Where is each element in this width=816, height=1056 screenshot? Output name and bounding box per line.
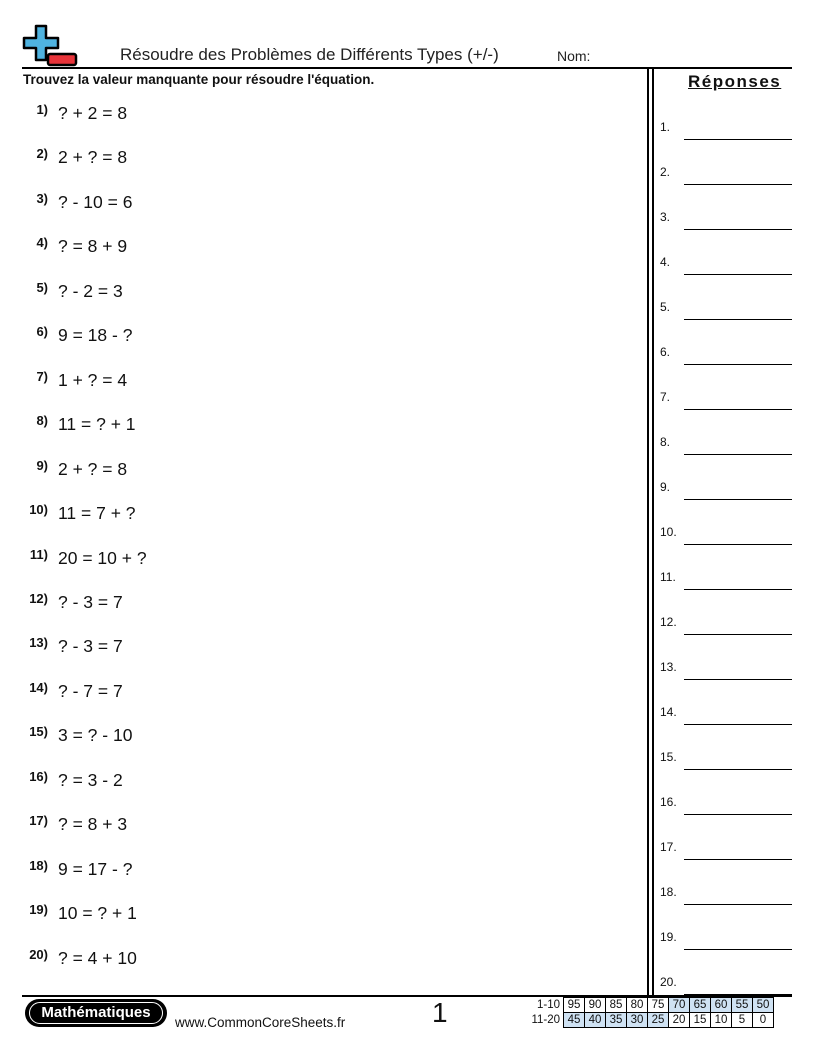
score-cell: 60 <box>711 998 732 1013</box>
score-cell: 0 <box>753 1013 774 1028</box>
answer-number: 1. <box>660 120 671 134</box>
score-row <box>530 1013 774 1028</box>
answer-number: 12. <box>660 615 677 629</box>
answer-number: 17. <box>660 840 677 854</box>
problem-number: 12) <box>29 591 48 606</box>
problem-equation: ? + 2 = 8 <box>58 103 128 123</box>
problem-equation: ? - 3 = 7 <box>58 592 123 612</box>
problem-equation: ? - 10 = 6 <box>58 192 133 212</box>
problem-number: 10) <box>29 502 48 517</box>
instruction: Trouvez la valeur manquante pour résoudre l'équation. <box>23 72 375 87</box>
column-divider <box>647 67 649 995</box>
answer-number: 14. <box>660 705 677 719</box>
subject-badge <box>25 999 167 1027</box>
score-cell: 70 <box>669 998 690 1013</box>
problem-equation: 1 + ? = 4 <box>58 370 128 390</box>
answer-line[interactable] <box>660 300 792 320</box>
score-cell: 80 <box>627 998 648 1013</box>
answer-line[interactable] <box>660 210 792 230</box>
problem-number: 11) <box>29 547 48 562</box>
header-divider <box>22 67 792 69</box>
page-number: 1 <box>432 997 448 1028</box>
score-cell: 75 <box>648 998 669 1013</box>
answer-line[interactable] <box>660 165 792 185</box>
score-cell: 30 <box>627 1013 648 1028</box>
problem-equation: 20 = 10 + ? <box>58 548 147 568</box>
score-cell: 5 <box>732 1013 753 1028</box>
problem-equation: 2 + ? = 8 <box>58 147 128 167</box>
problem-number: 1) <box>36 102 48 117</box>
score-cell: 15 <box>690 1013 711 1028</box>
problem-number: 14) <box>29 680 48 695</box>
problem-equation: 3 = ? - 10 <box>58 725 133 745</box>
score-range-label: 11-20 <box>531 1014 560 1026</box>
answer-line[interactable] <box>660 615 792 635</box>
name-label: Nom: <box>557 48 591 64</box>
answer-number: 8. <box>660 435 671 449</box>
column-divider <box>652 67 654 995</box>
score-cell: 55 <box>732 998 753 1013</box>
score-range-label: 1-10 <box>536 999 560 1011</box>
problem-equation: ? = 4 + 10 <box>58 948 137 968</box>
answer-number: 4. <box>660 255 671 269</box>
answer-line[interactable] <box>660 750 792 770</box>
answer-number: 11. <box>660 570 676 584</box>
answer-line[interactable] <box>660 525 792 545</box>
problem-number: 18) <box>29 858 48 873</box>
worksheet-title: Résoudre des Problèmes de Différents Types (+/-) <box>120 45 499 64</box>
answer-number: 10. <box>660 525 677 539</box>
score-cell: 10 <box>711 1013 732 1028</box>
problem-number: 19) <box>29 902 48 917</box>
score-cell: 50 <box>753 998 774 1013</box>
subject-label: Mathématiques <box>29 1002 163 1024</box>
problem-number: 6) <box>36 324 48 339</box>
problem-equation: ? = 8 + 9 <box>58 236 128 256</box>
problem-number: 16) <box>29 769 48 784</box>
answer-number: 6. <box>660 345 671 359</box>
score-cell: 85 <box>606 998 627 1013</box>
answer-number: 3. <box>660 210 671 224</box>
problem-equation: 11 = ? + 1 <box>58 414 136 434</box>
score-cell: 90 <box>585 998 606 1013</box>
answer-number: 5. <box>660 300 671 314</box>
answer-number: 15. <box>660 750 677 764</box>
answer-line[interactable] <box>660 390 792 410</box>
answer-line[interactable] <box>660 705 792 725</box>
answer-line[interactable] <box>660 795 792 815</box>
problem-number: 3) <box>36 191 48 206</box>
problem-number: 8) <box>36 413 48 428</box>
answer-line[interactable] <box>660 885 792 905</box>
plus-minus-logo-icon <box>22 24 80 68</box>
problem-number: 17) <box>29 813 48 828</box>
problem-equation: 2 + ? = 8 <box>58 459 128 479</box>
answer-line[interactable] <box>660 345 792 365</box>
problem-equation: ? - 3 = 7 <box>58 636 123 656</box>
answer-line[interactable] <box>660 435 792 455</box>
answer-line[interactable] <box>660 660 792 680</box>
problem-number: 13) <box>29 635 48 650</box>
problem-equation: 9 = 17 - ? <box>58 859 133 879</box>
score-cell: 65 <box>690 998 711 1013</box>
score-cell: 40 <box>585 1013 606 1028</box>
score-cell: 25 <box>648 1013 669 1028</box>
score-cell: 35 <box>606 1013 627 1028</box>
answer-number: 7. <box>660 390 671 404</box>
problem-number: 15) <box>29 724 48 739</box>
answer-number: 19. <box>660 930 677 944</box>
answer-number: 13. <box>660 660 677 674</box>
problem-equation: 11 = 7 + ? <box>58 503 136 523</box>
answer-line[interactable] <box>660 840 792 860</box>
answer-line[interactable] <box>660 480 792 500</box>
problem-number: 2) <box>36 146 48 161</box>
problem-number: 20) <box>29 947 48 962</box>
answer-line[interactable] <box>660 120 792 140</box>
problem-equation: 9 = 18 - ? <box>58 325 133 345</box>
answer-number: 2. <box>660 165 671 179</box>
answer-number: 9. <box>660 480 671 494</box>
answer-number: 20. <box>660 975 677 989</box>
score-cell: 20 <box>669 1013 690 1028</box>
problem-number: 7) <box>36 369 48 384</box>
problem-equation: 10 = ? + 1 <box>58 903 137 923</box>
answer-number: 18. <box>660 885 677 899</box>
score-table <box>530 997 774 1028</box>
website-link[interactable]: www.CommonCoreSheets.fr <box>175 1015 346 1030</box>
answer-line[interactable] <box>660 570 792 590</box>
problem-equation: ? = 8 + 3 <box>58 814 128 834</box>
problem-equation: ? - 7 = 7 <box>58 681 123 701</box>
score-row <box>530 998 774 1013</box>
answer-number: 16. <box>660 795 677 809</box>
score-cell: 95 <box>564 998 585 1013</box>
answer-line[interactable] <box>660 975 792 995</box>
problem-equation: ? - 2 = 3 <box>58 281 123 301</box>
score-cell: 45 <box>564 1013 585 1028</box>
answer-line[interactable] <box>660 255 792 275</box>
problem-number: 5) <box>36 280 48 295</box>
problem-number: 4) <box>36 235 48 250</box>
answer-line[interactable] <box>660 930 792 950</box>
problem-equation: ? = 3 - 2 <box>58 770 123 790</box>
problem-number: 9) <box>36 458 48 473</box>
answers-title: Réponses <box>688 72 782 91</box>
